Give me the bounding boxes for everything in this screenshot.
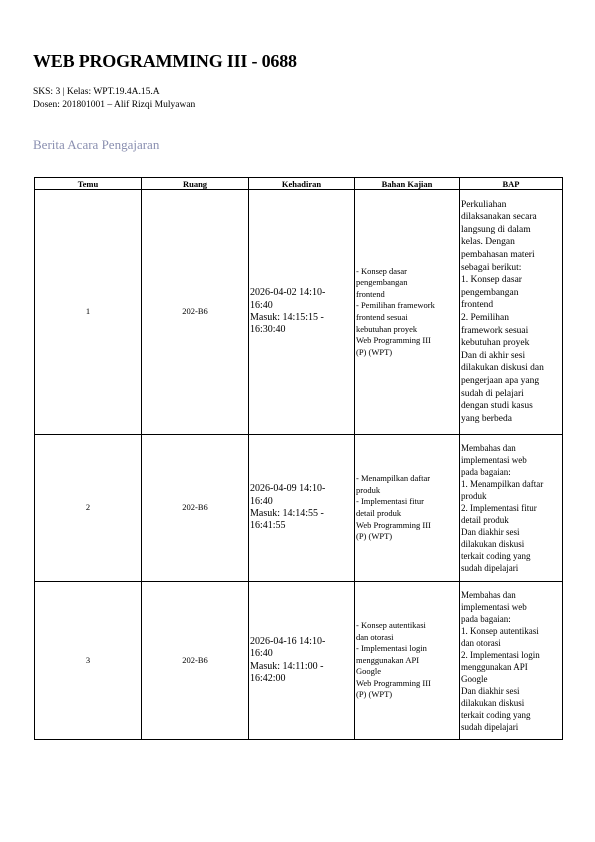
temu-cell: 3 (35, 582, 142, 740)
header-ruang: Ruang (142, 178, 249, 190)
bahan-kajian-cell: - Konsep dasar pengembangan frontend - Pemilihan framework frontend sesuai kebutuhan proyek Web Programming III (P) (WPT) (355, 190, 460, 435)
page-title: WEB PROGRAMMING III - 0688 (33, 51, 297, 71)
table-row (35, 435, 563, 582)
temu-cell: 2 (35, 435, 142, 582)
table-row (35, 582, 563, 740)
ruang-cell: 202-B6 (142, 435, 249, 582)
teaching-record-table (34, 177, 563, 740)
table-row (35, 190, 563, 435)
section-title: Berita Acara Pengajaran (33, 137, 160, 152)
header-kehadiran: Kehadiran (249, 178, 355, 190)
header-bap: BAP (460, 178, 563, 190)
bahan-kajian-cell: - Menampilkan daftar produk - Implementasi fitur detail produk Web Programming III (P) (WPT) (355, 435, 460, 582)
lecturer-info: Dosen: 201801001 – Alif Rizqi Mulyawan (33, 100, 196, 110)
course-info: SKS: 3 | Kelas: WPT.19.4A.15.A (33, 87, 160, 97)
bap-cell: Perkuliahan dilaksanakan secara langsung di dalam kelas. Dengan pembahasan materi sebagai berikut: 1. Konsep dasar pengembangan frontend 2. Pemilihan framework sesuai kebutuhan proyek Dan di akhir sesi dilakukan diskusi dan pengerjaan apa yang sudah di pelajari dengan studi kasus yang berbeda (460, 190, 563, 435)
kehadiran-cell: 2026-04-09 14:10- 16:40 Masuk: 14:14:55 - 16:41:55 (249, 435, 355, 582)
bap-cell: Membahas dan implementasi web pada bagaian: 1. Konsep autentikasi dan otorasi 2. Implementasi login menggunakan API Google Dan diakhir sesi dilakukan diskusi terkait coding yang sudah dipelajari (460, 582, 563, 740)
kehadiran-cell: 2026-04-16 14:10- 16:40 Masuk: 14:11:00 - 16:42:00 (249, 582, 355, 740)
table-header-row (35, 178, 563, 190)
header-bahan-kajian: Bahan Kajian (355, 178, 460, 190)
ruang-cell: 202-B6 (142, 582, 249, 740)
ruang-cell: 202-B6 (142, 190, 249, 435)
kehadiran-cell: 2026-04-02 14:10- 16:40 Masuk: 14:15:15 - 16:30:40 (249, 190, 355, 435)
bap-cell: Membahas dan implementasi web pada bagaian: 1. Menampilkan daftar produk 2. Implementasi fitur detail produk Dan diakhir sesi dilakukan diskusi terkait coding yang sudah dipelajari (460, 435, 563, 582)
bahan-kajian-cell: - Konsep autentikasi dan otorasi - Implementasi login menggunakan API Google Web Programming III (P) (WPT) (355, 582, 460, 740)
header-temu: Temu (35, 178, 142, 190)
temu-cell: 1 (35, 190, 142, 435)
